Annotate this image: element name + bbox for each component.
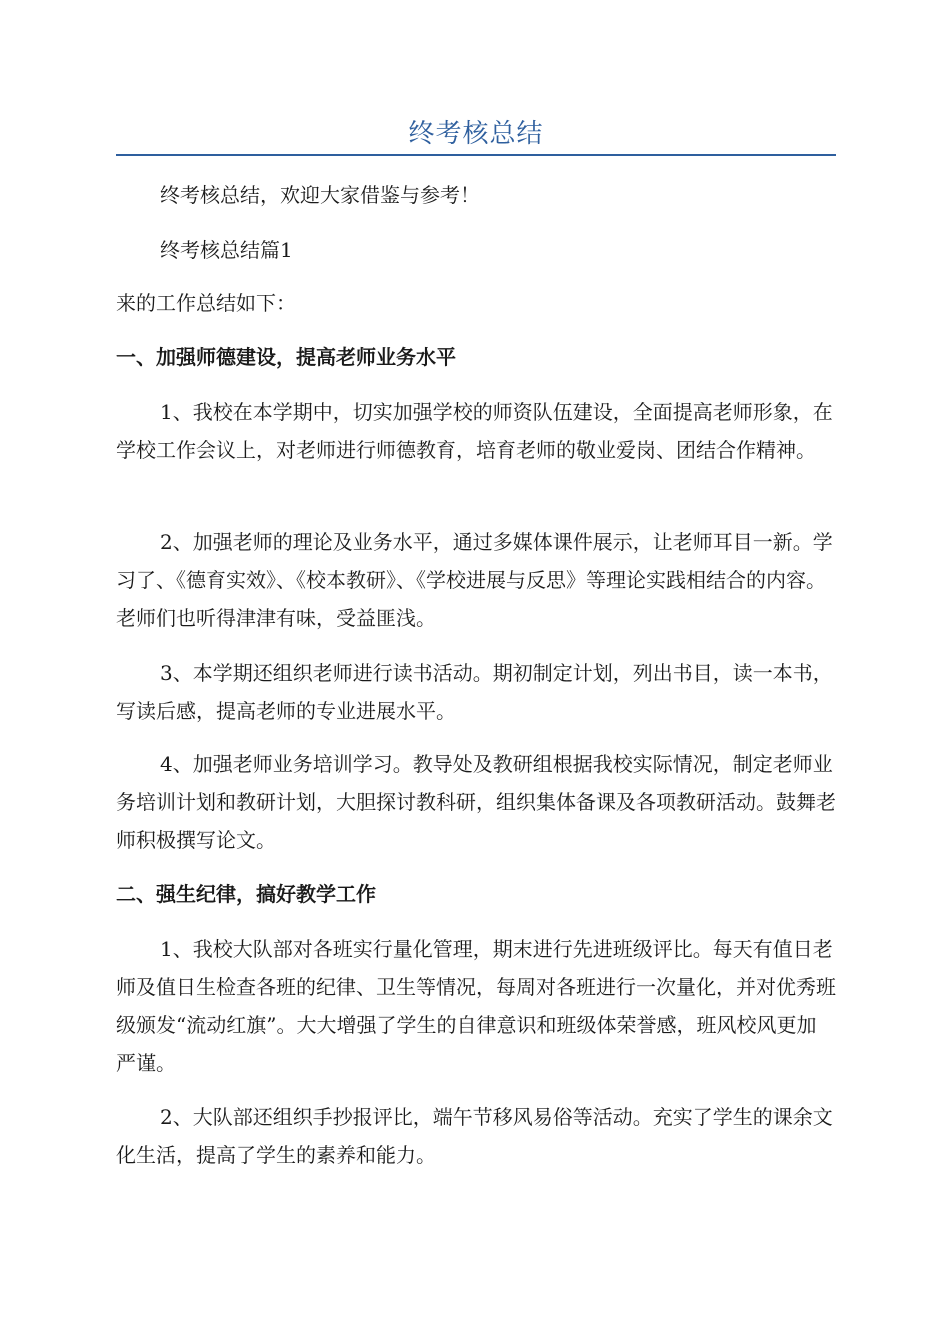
lead-paragraph: 来的工作总结如下： xyxy=(116,291,296,315)
section1-paragraph-3: 3、本学期还组织老师进行读书活动。期初制定计划，列出书目，读一本书，写读后感，提高老师的专业进展水平。 xyxy=(116,661,833,723)
section1-paragraph-1: 1、我校在本学期中，切实加强学校的师资队伍建设，全面提高老师形象，在学校工作会议上，对老师进行师德教育，培育老师的敬业爱岗、团结合作精神。 xyxy=(116,400,833,462)
title-underline xyxy=(116,154,836,156)
intro-paragraph: 终考核总结，欢迎大家借鉴与参考！ xyxy=(160,183,480,207)
section2-paragraph-2: 2、大队部还组织手抄报评比，端午节移风易俗等活动。充实了学生的课余文化生活，提高了学生的素养和能力。 xyxy=(116,1105,833,1167)
document-title: 终考核总结 xyxy=(408,119,544,149)
section1-heading: 一、加强师德建设，提高老师业务水平 xyxy=(116,345,456,369)
section2-heading: 二、强生纪律，搞好教学工作 xyxy=(116,882,376,906)
section1-paragraph-2: 2、加强老师的理论及业务水平，通过多媒体课件展示，让老师耳目一新。学习了、《德育实效》、《校本教研》、《学校进展与反思》等理论实践相结合的内容。老师们也听得津津有味，受益匪浅。 xyxy=(116,530,833,630)
section1-paragraph-4: 4、加强老师业务培训学习。教导处及教研组根据我校实际情况，制定老师业务培训计划和教研计划，大胆探讨教科研，组织集体备课及各项教研活动。鼓舞老师积极撰写论文。 xyxy=(116,752,836,852)
section2-paragraph-1: 1、我校大队部对各班实行量化管理，期末进行先进班级评比。每天有值日老师及值日生检查各班的纪律、卫生等情况，每周对各班进行一次量化，并对优秀班级颁发“流动红旗”。大大增强了学生的自律意识和班级体荣誉感，班风校风更加严谨。 xyxy=(116,937,836,1075)
subtitle-paragraph: 终考核总结篇1 xyxy=(160,238,293,262)
